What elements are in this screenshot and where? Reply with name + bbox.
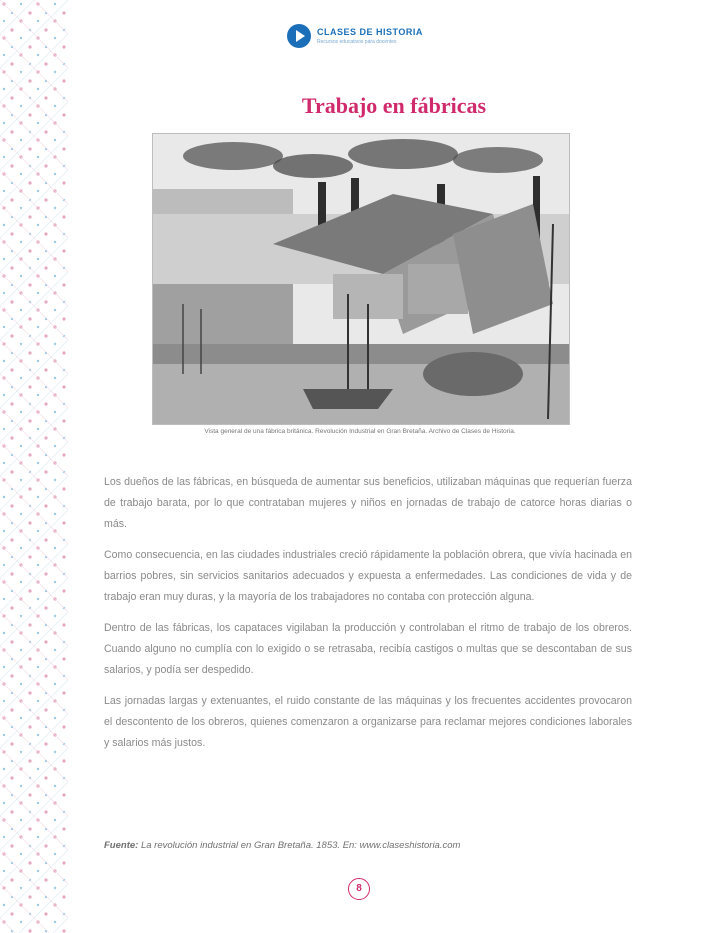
paragraph: Los dueños de las fábricas, en búsqueda de aumentar sus beneficios, utilizaban máquinas que requerían fuerza de trabajo barata, por lo que contrataban mujeres y niños en jornadas de trabajo de catorce horas diarias o más.	[104, 476, 632, 530]
page-title: Trabajo en fábricas	[301, 93, 487, 118]
factory-engraving-image	[152, 133, 570, 425]
paragraph: Dentro de las fábricas, los capataces vigilaban la producción y controlaban el ritmo de trabajo de los obreros. Cuando alguno no cumplía con lo exigido o se retrasaba, recibía castigos o multas que se descontaban de sus salarios, y podía ser despedido.	[104, 622, 632, 676]
site-logo[interactable]	[287, 22, 423, 50]
paragraph: Las jornadas largas y extenuantes, el ruido constante de las máquinas y los frecuentes accidentes provocaron el descontento de los obreros, quienes comenzaron a organizarse para reclamar mejores condiciones laborales y salarios más justos.	[104, 695, 632, 749]
logo-name: CLASES DE HISTORIA	[317, 26, 423, 37]
source-text: La revolución industrial en Gran Bretaña. 1853. En: www.claseshistoria.com	[140, 840, 461, 851]
page-number: 8	[348, 878, 370, 900]
source-label: Fuente:	[104, 840, 139, 851]
play-icon	[287, 24, 311, 48]
article-body	[104, 472, 632, 764]
paragraph: Como consecuencia, en las ciudades industriales creció rápidamente la población obrera, que vivía hacinada en barrios pobres, sin servicios sanitarios adecuados y expuesta a enfermedades. Las condiciones de vida y de trabajo eran muy duras, y la mayoría de los trabajadores no contaba con protección alguna.	[104, 549, 632, 603]
decorative-side-pattern	[0, 0, 68, 933]
source-citation	[104, 840, 460, 851]
logo-tagline: Recursos educativos para docentes	[317, 38, 397, 45]
factory-illustration	[153, 134, 569, 424]
figure-caption: Vista general de una fábrica británica. Revolución Industrial en Gran Bretaña. Archivo de Clases de Historia.	[204, 428, 516, 435]
